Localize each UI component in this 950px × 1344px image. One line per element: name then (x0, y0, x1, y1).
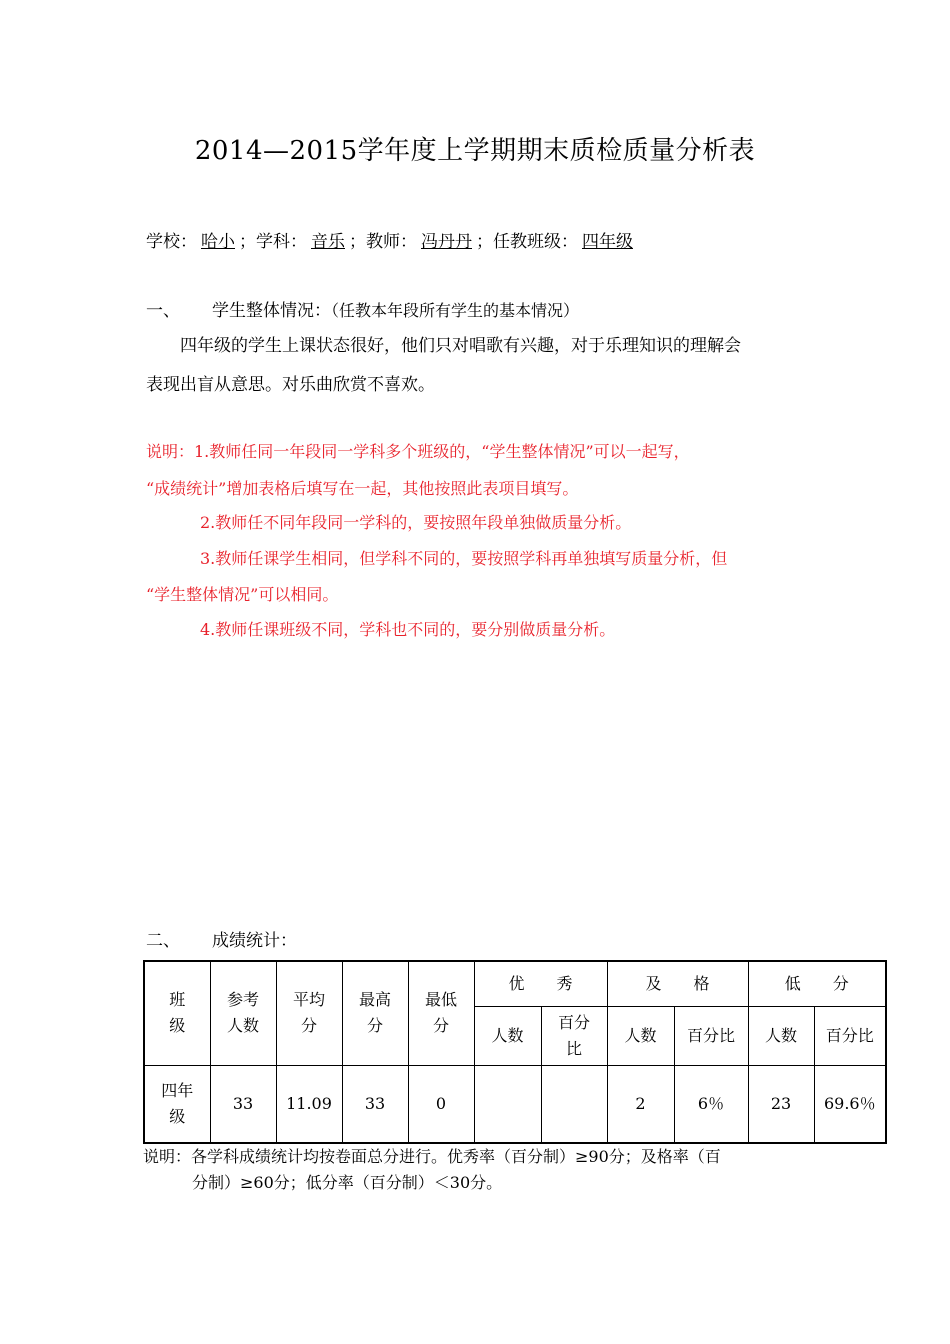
cell-min: 0 (408, 1065, 474, 1143)
section1-note: （任教本年段所有学生的基本情况） (331, 301, 580, 320)
cell-excellent-people (474, 1065, 541, 1143)
table-row (144, 1065, 886, 1143)
section2-title: 成绩统计： (212, 931, 297, 951)
teacher-label: ；教师： (349, 232, 417, 252)
instruction-line4: 3.教师任课学生相同，但学科不同的，要按照学科再单独填写质量分析，但 (200, 549, 728, 568)
cell-max: 33 (342, 1065, 408, 1143)
header-low: 低 分 (748, 961, 886, 1006)
header-pass-people: 人数 (607, 1006, 674, 1065)
grades-table (143, 960, 887, 1144)
header-min: 最低 分 (408, 961, 474, 1065)
section2-heading (146, 926, 297, 951)
cell-low-pct: 69.6％ (814, 1065, 886, 1143)
header-low-people: 人数 (748, 1006, 814, 1065)
subject-label: ；学科： (239, 232, 307, 252)
teacher-value: 冯丹丹 (421, 232, 472, 252)
cell-class: 四年 级 (144, 1065, 210, 1143)
instruction-line5: “学生整体情况”可以相同。 (146, 585, 339, 604)
subject-value: 音乐 (311, 232, 345, 252)
footnote-line1: 说明：各学科成绩统计均按卷面总分进行。优秀率（百分制）≥90分；及格率（百 (143, 1147, 721, 1166)
cell-pass-people: 2 (607, 1065, 674, 1143)
header-pass-pct: 百分比 (674, 1006, 748, 1065)
class-value: 四年级 (582, 232, 633, 252)
instruction-line2: “成绩统计”增加表格后填写在一起，其他按照此表项目填写。 (146, 479, 579, 498)
header-excellent: 优 秀 (474, 961, 607, 1006)
header-pass: 及 格 (607, 961, 748, 1006)
header-max: 最高 分 (342, 961, 408, 1065)
cell-excellent-pct (541, 1065, 607, 1143)
cell-count: 33 (210, 1065, 276, 1143)
section1-text-line2: 表现出盲从意思。对乐曲欣赏不喜欢。 (146, 375, 435, 395)
section2-number: 二、 (146, 931, 180, 951)
section1-text-line1: 四年级的学生上课状态很好，他们只对唱歌有兴趣，对于乐理知识的理解会 (180, 336, 741, 356)
footnote-line2: 分制）≥60分；低分率（百分制）＜30分。 (192, 1173, 503, 1192)
instruction-line6: 4.教师任课班级不同，学科也不同的，要分别做质量分析。 (200, 620, 616, 639)
header-low-pct: 百分比 (814, 1006, 886, 1065)
cell-average: 11.09 (276, 1065, 342, 1143)
section1-number: 一、 (146, 301, 180, 321)
section1-heading (146, 296, 579, 321)
class-label: ；任教班级： (476, 232, 578, 252)
info-line (146, 227, 637, 252)
header-count: 参考 人数 (210, 961, 276, 1065)
section1-title: 学生整体情况： (212, 301, 331, 321)
header-class: 班 级 (144, 961, 210, 1065)
header-excellent-pct: 百分 比 (541, 1006, 607, 1065)
header-average: 平均 分 (276, 961, 342, 1065)
school-value: 哈小 (201, 232, 235, 252)
page-title: 2014—2015学年度上学期期末质检质量分析表 (194, 136, 756, 166)
header-excellent-people: 人数 (474, 1006, 541, 1065)
school-label: 学校： (146, 232, 197, 252)
cell-pass-pct: 6％ (674, 1065, 748, 1143)
cell-low-people: 23 (748, 1065, 814, 1143)
instruction-line1: 说明：1.教师任同一年段同一学科多个班级的，“学生整体情况”可以一起写， (146, 442, 690, 461)
instruction-line3: 2.教师任不同年段同一学科的，要按照年段单独做质量分析。 (200, 513, 632, 532)
